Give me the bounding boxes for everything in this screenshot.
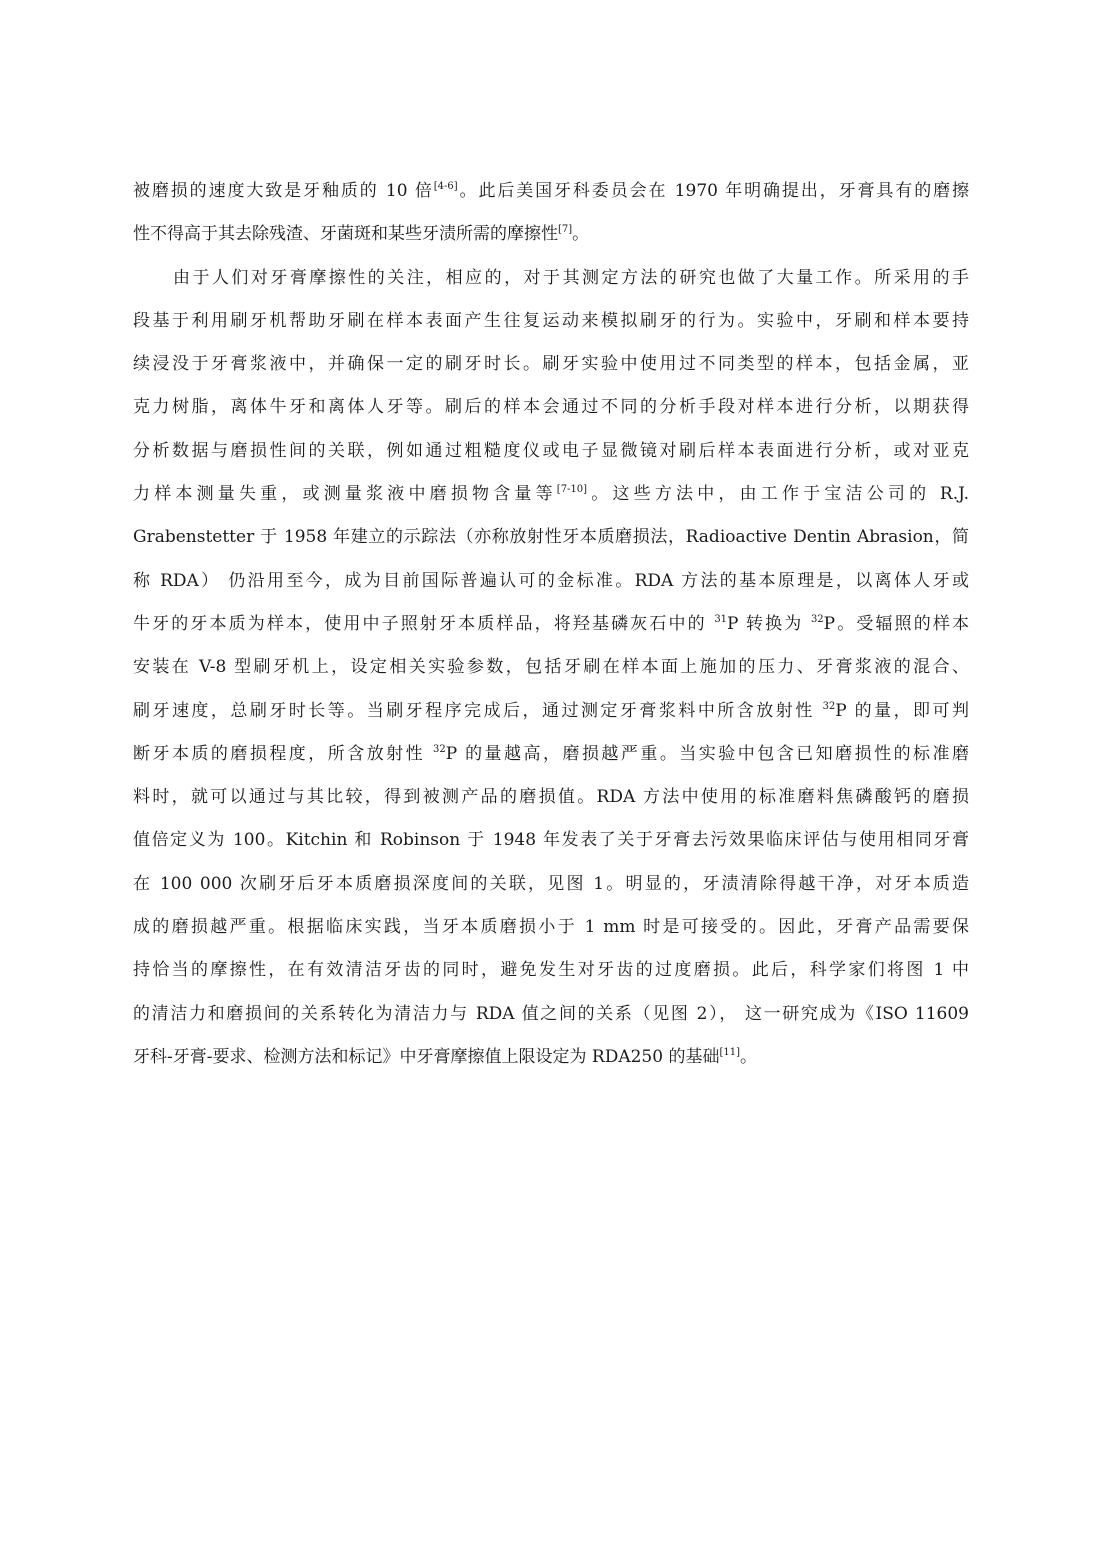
text-line [133,560,969,603]
text-span: 由于人们对牙膏摩擦性的关注，相应的，对于其测定方法的研究也做了大量工作。所采用的手 [173,267,969,288]
text-line [133,473,969,516]
text-span: 。 [572,224,590,245]
body-text [133,170,969,1079]
text-line [133,603,969,646]
text-span: 安装在 V-8 型刷牙机上，设定相关实验参数，包括牙刷在样本面上施加的压力、牙膏浆液的混合、 [133,657,969,678]
isotope-mass: 31 [714,613,728,625]
text-span: 牙科-牙膏-要求、检测方法和标记》中牙膏摩擦值上限设定为 RDA250 的基础 [133,1046,720,1067]
text-line [133,343,969,386]
text-span: 。这些方法中，由工作于宝洁公司的 R.J. [587,484,969,505]
text-span: 。 [739,1046,757,1067]
text-span: 持恰当的摩擦性，在有效清洁牙齿的同时，避免发生对牙齿的过度磨损。此后，科学家们将图 1 中 [133,960,969,981]
text-span: 称 RDA） 仍沿用至今，成为目前国际普遍认可的金标准。RDA 方法的基本原理是，以离体人牙或 [133,570,969,591]
isotope-mass: 32 [822,700,836,712]
text-span: P 的量越高，磨损越严重。当实验中包含已知磨损性的标准磨 [445,743,969,764]
text-span: 在 100 000 次刷牙后牙本质磨损深度间的关联，见图 1。明显的，牙渍清除得越干净，对牙本质造 [133,873,969,894]
text-line [133,386,969,429]
text-span: 值倍定义为 100。Kitchin 和 Robinson 于 1948 年发表了关于牙膏去污效果临床评估与使用相同牙膏 [133,830,969,851]
text-line [133,170,969,213]
text-span: 断牙本质的磨损程度，所含放射性 [133,743,434,764]
text-line [133,300,969,343]
text-span: 刷牙速度，总刷牙时长等。当刷牙程序完成后，通过测定牙膏浆料中所含放射性 [133,700,823,721]
text-line [133,646,969,689]
text-span: 克力树脂，离体牛牙和离体人牙等。刷后的样本会通过不同的分析手段对样本进行分析，以期获得 [133,397,969,418]
text-line [133,213,969,256]
citation: [7] [558,224,573,236]
text-span: 。此后美国牙科委员会在 1970 年明确提出，牙膏具有的磨擦 [457,181,969,201]
text-line [133,949,969,992]
text-span: 被磨损的速度大致是牙釉质的 10 倍 [133,181,434,201]
text-span: 性不得高于其去除残渣、牙菌斑和某些牙渍所需的摩擦性 [133,224,558,245]
text-line [133,733,969,776]
text-line [133,906,969,949]
text-line [133,776,969,819]
text-line [133,993,969,1036]
citation: [11] [719,1046,740,1058]
text-span: Grabenstetter 于 1958 年建立的示踪法（亦称放射性牙本质磨损法，Radioactive Dentin Abrasion，简 [133,527,969,548]
text-line [133,257,969,300]
citation: [4-6] [433,181,458,192]
text-span: 成的磨损越严重。根据临床实践，当牙本质磨损小于 1 mm 时是可接受的。因此，牙膏产品需要保 [133,917,969,938]
text-line [133,819,969,862]
text-span: P 转换为 [727,613,811,634]
text-line [133,430,969,473]
citation: [7-10] [556,484,588,496]
text-span: 力样本测量失重，或测量浆液中磨损物含量等 [133,484,557,505]
text-span: 分析数据与磨损性间的关联，例如通过粗糙度仪或电子显微镜对刷后样本表面进行分析，或对亚克 [133,440,969,461]
text-span: P。受辐照的样本 [823,613,969,634]
isotope-mass: 32 [433,743,446,755]
text-span: 段基于利用刷牙机帮助牙刷在样本表面产生往复运动来模拟刷牙的行为。实验中，牙刷和样本要持 [133,310,969,331]
text-span: 续浸没于牙膏浆液中，并确保一定的刷牙时长。刷牙实验中使用过不同类型的样本，包括金属，亚 [133,354,969,375]
text-line [133,516,969,559]
text-line [133,1036,969,1079]
text-span: 的清洁力和磨损间的关系转化为清洁力与 RDA 值之间的关系（见图 2）， 这一研究成为《ISO 11609 [133,1003,969,1024]
text-span: 料时，就可以通过与其比较，得到被测产品的磨损值。RDA 方法中使用的标准磨料焦磷酸钙的磨损 [133,787,969,808]
text-line [133,690,969,733]
text-line [133,863,969,906]
text-span: 牛牙的牙本质为样本，使用中子照射牙本质样品，将羟基磷灰石中的 [133,613,715,634]
isotope-mass: 32 [810,613,824,625]
text-span: P 的量，即可判 [835,700,969,721]
